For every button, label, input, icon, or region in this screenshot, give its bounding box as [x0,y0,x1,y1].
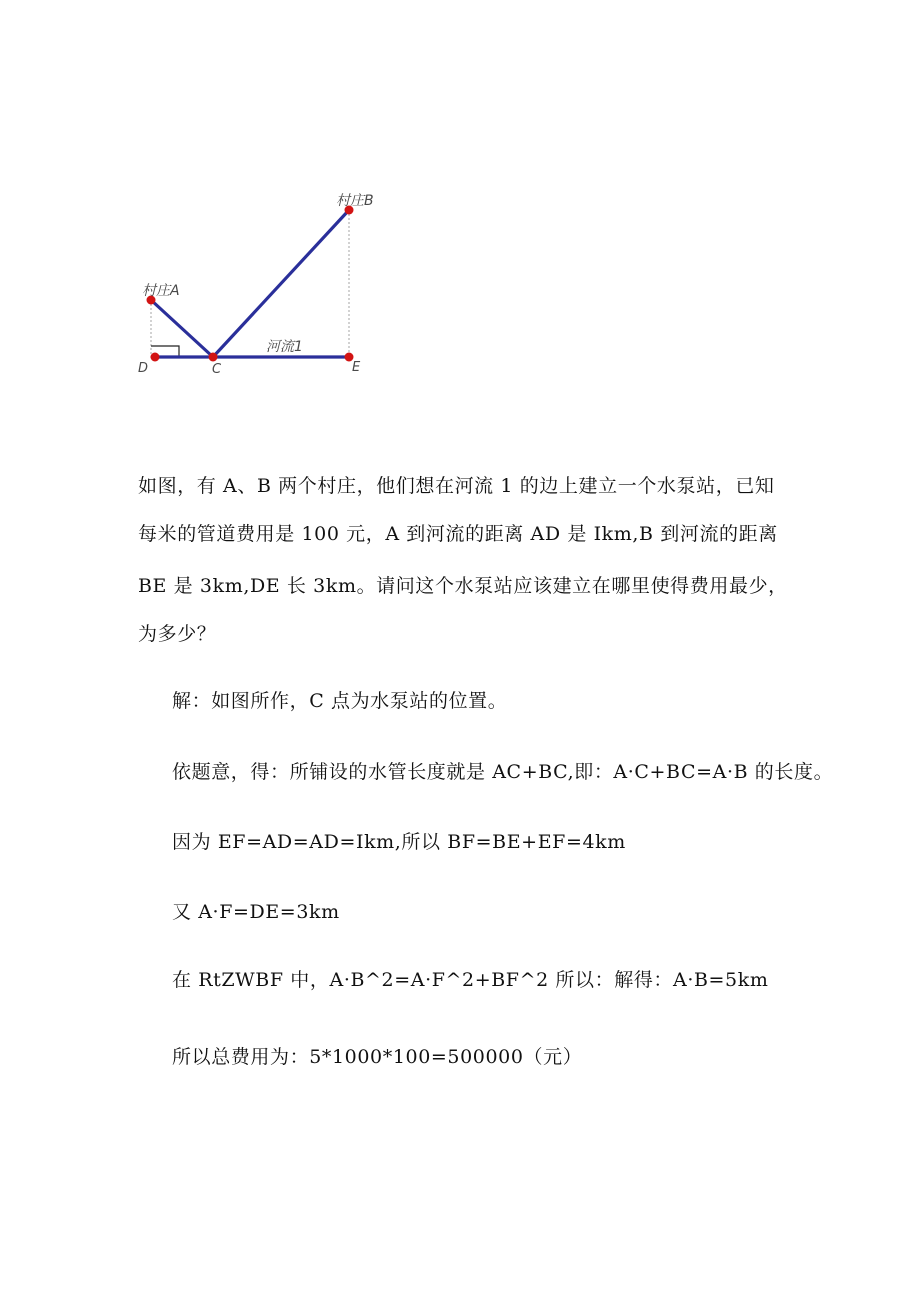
village-a-label: 村庄A [142,283,180,299]
solution-step-1: 解：如图所作，C 点为水泵站的位置。 [172,690,508,712]
point-d-label: D [138,361,149,376]
river-pump-diagram [130,178,390,378]
problem-line-4: 为多少？ [138,623,217,645]
problem-line-2: 每米的管道费用是 100 元，A 到河流的距离 AD 是 Ikm,B 到河流的距离 [138,523,778,545]
solution-step-3: 因为 EF=AD=AD=Ikm,所以 BF=BE+EF=4km [172,831,626,853]
problem-line-1: 如图，有 A、B 两个村庄，他们想在河流 1 的边上建立一个水泵站，已知 [138,475,775,497]
solution-step-2: 依题意，得：所铺设的水管长度就是 AC+BC,即：A·C+BC=A·B 的长度。 [172,761,834,783]
village-b-label: 村庄B [336,193,374,209]
point-c-dot [209,353,218,362]
point-c-label: C [212,362,222,377]
point-e-label: E [352,360,361,375]
solution-step-4: 又 A·F=DE=3km [172,901,340,923]
solution-step-6: 所以总费用为：5*1000*100=500000（元） [172,1046,583,1068]
segment-cb [213,210,349,357]
river-label: 河流1 [266,339,303,355]
point-d-dot [151,353,160,362]
segment-ac [151,300,213,357]
problem-line-3: BE 是 3km,DE 长 3km。请问这个水泵站应该建立在哪里使得费用最少， [138,575,788,597]
solution-step-5: 在 RtZWBF 中，A·B^2=A·F^2+BF^2 所以：解得：A·B=5km [172,969,769,991]
